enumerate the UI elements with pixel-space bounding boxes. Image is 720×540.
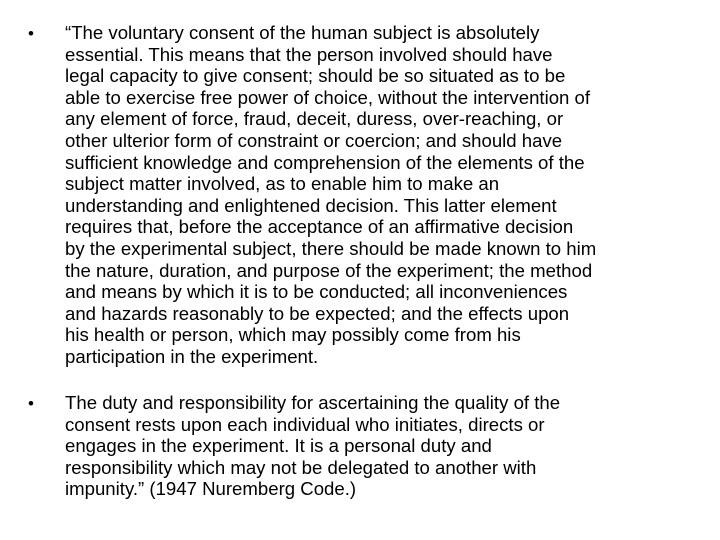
bullet-item-consent bbox=[28, 22, 700, 368]
bullet-icon: • bbox=[28, 24, 34, 43]
bullet-text-consent: “The voluntary consent of the human subject is absolutely essential. This means that the person involved should have legal capacity to give consent; should be so situated as to be able to exercise free power of choice, without the intervention of any element of force, fraud, deceit, duress, over-reaching, or other ulterior form of constraint or coercion; and should have sufficient knowledge and comprehension of the elements of the subject matter involved, as to enable him to make an understanding and enlightened decision. This latter element requires that, before the acceptance of an affirmative decision by the experimental subject, there should be made known to him the nature, duration, and purpose of the experiment; the method and means by which it is to be conducted; all inconveniences and hazards reasonably to be expected; and the effects upon his health or person, which may possibly come from his participation in the experiment. bbox=[65, 22, 597, 367]
bullet-text-duty: The duty and responsibility for ascertaining the quality of the consent rests upon each individual who initiates, directs or engages in the experiment. It is a personal duty and responsibility which may not be delegated to another with impunity.” (1947 Nuremberg Code.) bbox=[65, 392, 561, 500]
bullet-item-duty bbox=[28, 392, 700, 500]
bullet-icon: • bbox=[28, 394, 34, 413]
